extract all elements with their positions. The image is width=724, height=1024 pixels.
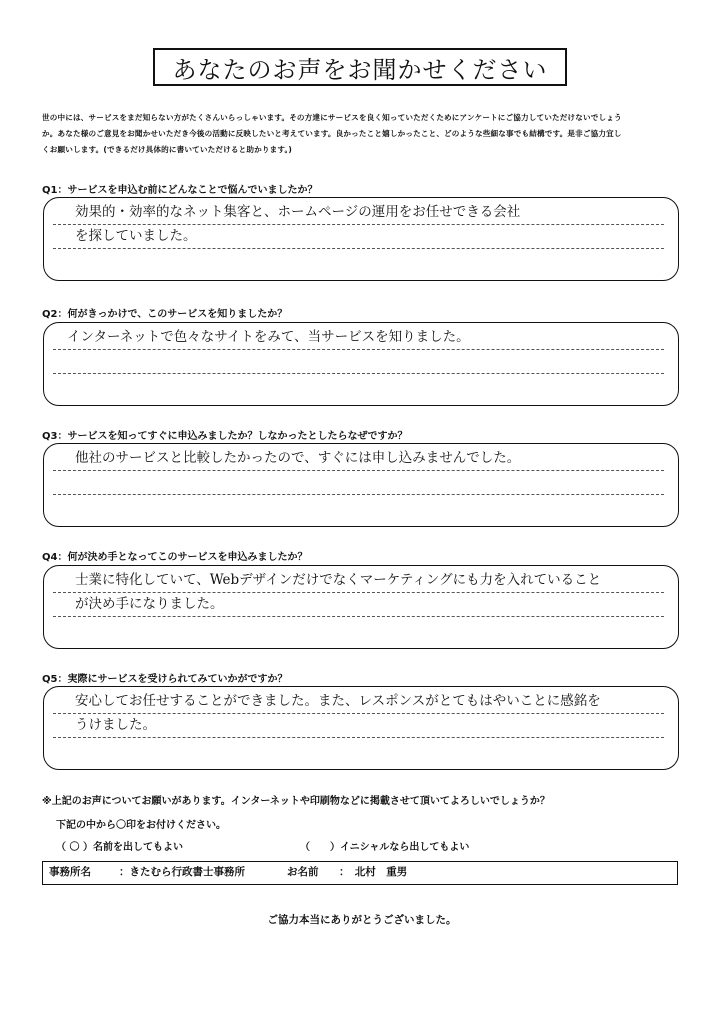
consent-option-name: （ 〇 ）名前を出してもよい bbox=[56, 842, 183, 853]
answer-line: 効果的・効率的なネット集客と、ホームページの運用をお任せできる会社 bbox=[53, 201, 664, 225]
question-2-label: Q2：何がきっかけで、このサービスを知りましたか？ bbox=[42, 309, 288, 320]
consent-instruction: 下記の中から〇印をお付けください。 bbox=[56, 820, 226, 831]
page-title: あなたのお声をお聞かせください bbox=[153, 48, 567, 86]
answer-4-box bbox=[43, 565, 679, 649]
answer-line: うけました。 bbox=[53, 714, 664, 738]
name-label: お名前 bbox=[287, 866, 319, 878]
answer-line: を探していました。 bbox=[53, 225, 664, 249]
answer-line: 他社のサービスと比較したかったので、すぐには申し込みませんでした。 bbox=[53, 447, 664, 471]
answer-2-box bbox=[43, 322, 679, 406]
answer-line bbox=[53, 374, 664, 398]
office-value: ：きたむら行政書士事務所 bbox=[119, 866, 245, 878]
answer-5-box bbox=[43, 686, 679, 770]
consent-option-initials: （ ）イニシャルなら出してもよい bbox=[300, 842, 470, 853]
answer-3-box bbox=[43, 443, 679, 527]
consent-note: ※上記のお声についてお願いがあります。インターネットや印刷物などに掲載させて頂いてよろしいでしょうか？ bbox=[42, 796, 550, 807]
intro-text bbox=[42, 110, 687, 158]
answer-line bbox=[53, 471, 664, 495]
answer-line bbox=[53, 350, 664, 374]
question-3-label: Q3：サービスを知ってすぐに申込みましたか？しなかったとしたらなぜですか？ bbox=[42, 431, 408, 442]
thanks-message: ご協力本当にありがとうございました。 bbox=[267, 914, 457, 926]
office-label: 事務所名 bbox=[49, 866, 91, 878]
intro-line: くお願いします。(できるだけ具体的に書いていただけると助かります。) bbox=[42, 145, 293, 154]
respondent-info bbox=[42, 861, 678, 885]
answer-line: が決め手になりました。 bbox=[53, 593, 664, 617]
intro-line: 世の中には、サービスをまだ知らない方がたくさんいらっしゃいます。その方達にサービスを良く知っていただくためにアンケートにご協力していただけないでしょう bbox=[42, 113, 622, 122]
answer-line: インターネットで色々なサイトをみて、当サービスを知りました。 bbox=[53, 326, 664, 350]
answer-line: 士業に特化していて、Webデザインだけでなくマーケティングにも力を入れていること bbox=[53, 569, 664, 593]
question-1-label: Q1：サービスを申込む前にどんなことで悩んでいましたか？ bbox=[42, 185, 318, 196]
question-4-label: Q4：何が決め手となってこのサービスを申込みましたか？ bbox=[42, 552, 308, 563]
question-5-label: Q5：実際にサービスを受けられてみていかがですか？ bbox=[42, 674, 288, 685]
answer-line bbox=[53, 249, 664, 273]
intro-line: か。あなた様のご意見をお聞かせいただき今後の活動に反映したいと考えています。良かったこと嬉しかったこと、どのような些細な事でも結構です。是非ご協力宜し bbox=[42, 129, 622, 138]
answer-line bbox=[53, 617, 664, 641]
answer-line bbox=[53, 495, 664, 519]
answer-line bbox=[53, 738, 664, 762]
name-value: ： 北村 重男 bbox=[339, 866, 408, 878]
answer-1-box bbox=[43, 197, 679, 281]
answer-line: 安心してお任せすることができました。また、レスポンスがとてもはやいことに感銘を bbox=[53, 690, 664, 714]
